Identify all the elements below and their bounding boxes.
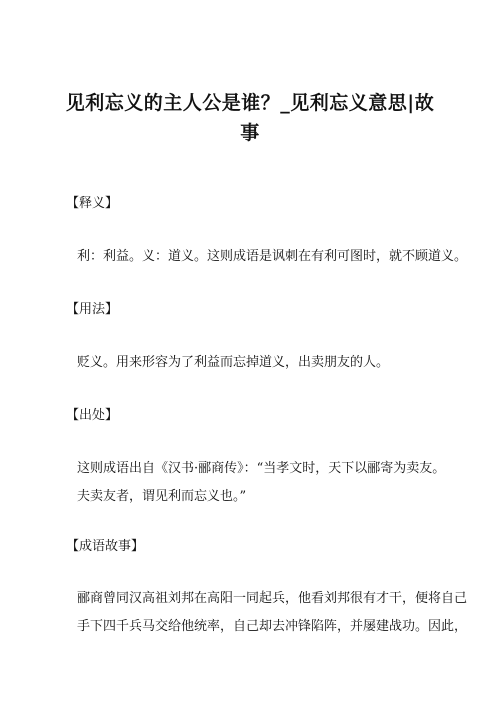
document-title: 见利忘义的主人公是谁？_见利忘义意思|故事 bbox=[65, 92, 435, 144]
section-body-definition bbox=[77, 243, 468, 271]
paragraph-line: 手下四千兵马交给他统率，自己却去冲锋陷阵，并屡建战功。因此， bbox=[77, 619, 468, 634]
paragraph-line: 贬义。用来形容为了利益而忘掉道义，出卖朋友的人。 bbox=[77, 355, 390, 370]
section-heading-source: 【出处】 bbox=[66, 408, 119, 423]
section-body-source bbox=[77, 455, 446, 511]
paragraph-line: 这则成语出自《汉书·郦商传》：“当孝文时，天下以郦寄为卖友。 bbox=[77, 461, 446, 476]
section-heading-definition: 【释义】 bbox=[66, 196, 119, 211]
section-heading-usage: 【用法】 bbox=[66, 302, 119, 317]
paragraph-line: 利：利益。义：道义。这则成语是讽刺在有利可图时，就不顾道义。 bbox=[77, 249, 468, 264]
paragraph-line: 郦商曾同汉高祖刘邦在高阳一同起兵，他看刘邦很有才干，便将自己 bbox=[77, 591, 468, 606]
section-body-usage bbox=[77, 349, 435, 377]
section-body-story bbox=[77, 585, 468, 641]
paragraph-line: 夫卖友者，谓见利而忘义也。” bbox=[77, 489, 247, 504]
section-heading-story: 【成语故事】 bbox=[66, 539, 145, 554]
